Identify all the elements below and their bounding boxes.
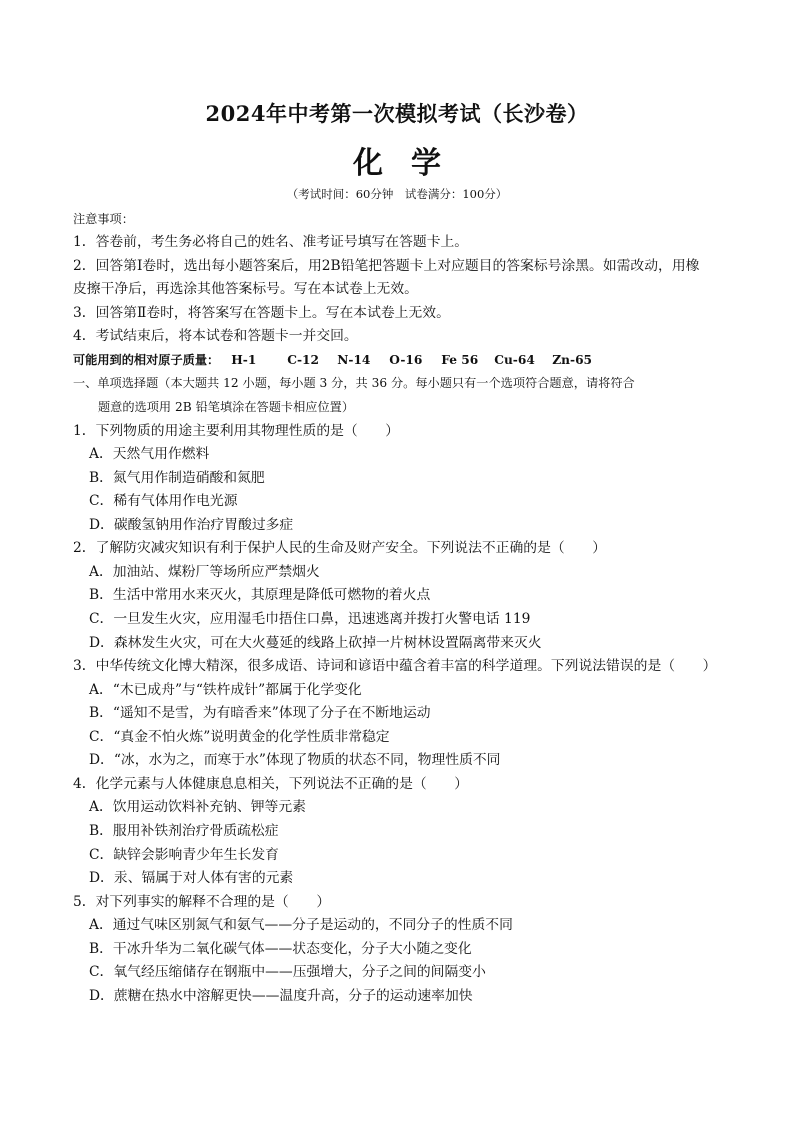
atomic-mass: H-1 (231, 353, 257, 367)
question-option: C．缺锌会影响青少年生长发育 (89, 847, 279, 863)
question-stem: 4．化学元素与人体健康息息相关，下列说法不正确的是（ ） (73, 776, 469, 792)
question-option: A．加油站、煤粉厂等场所应严禁烟火 (89, 564, 320, 580)
atomic-masses (73, 351, 733, 369)
question-option: A．“木已成舟”与“铁杵成针”都属于化学变化 (89, 682, 362, 698)
question-option: C．氧气经压缩储存在钢瓶中——压强增大，分子之间的间隔变小 (89, 964, 486, 980)
subject-title: 化学 (353, 146, 469, 181)
question-option: C．稀有气体用作电光源 (89, 493, 238, 509)
question-option: A．饮用运动饮料补充钠、钾等元素 (89, 799, 306, 815)
question-option: B．服用补铁剂治疗骨质疏松症 (89, 823, 279, 839)
atomic-mass: C-12 (287, 353, 319, 367)
section-heading: 一、单项选择题（本大题共 12 小题，每小题 3 分，共 36 分。每小题只有一个选项符合题意，请将符合 (73, 376, 635, 390)
page-title: 2024年中考第一次模拟考试（长沙卷） (205, 101, 589, 126)
note-item: 4．考试结束后，将本试卷和答题卡一并交回。 (73, 328, 358, 344)
atomic-mass: O-16 (389, 353, 423, 367)
atomic-mass: Fe 56 (441, 353, 479, 367)
question-option: B．“遥知不是雪，为有暗香来”体现了分子在不断地运动 (89, 705, 431, 721)
notes-heading: 注意事项： (73, 212, 134, 226)
question-option: D．汞、镉属于对人体有害的元素 (89, 870, 294, 886)
question-option: D．蔗糖在热水中溶解更快——温度升高，分子的运动速率加快 (89, 988, 473, 1004)
atomic-mass: Cu-64 (494, 353, 535, 367)
note-item: 皮擦干净后，再选涂其他答案标号。写在本试卷上无效。 (73, 281, 418, 297)
question-option: B．氮气用作制造硝酸和氮肥 (89, 470, 265, 486)
question-option: C．“真金不怕火炼”说明黄金的化学性质非常稳定 (89, 729, 390, 745)
question-option: B．干冰升华为二氧化碳气体——状态变化，分子大小随之变化 (89, 941, 472, 957)
atomic-mass: Zn-65 (552, 353, 593, 367)
question-option: D．森林发生火灾，可在大火蔓延的线路上砍掉一片树林设置隔离带来灭火 (89, 635, 542, 651)
question-option: B．生活中常用水来灭火，其原理是降低可燃物的着火点 (89, 587, 431, 603)
atomic-mass: N-14 (337, 353, 371, 367)
note-item: 3．回答第Ⅱ卷时，将答案写在答题卡上。写在本试卷上无效。 (73, 305, 450, 321)
question-stem: 2．了解防灾减灾知识有利于保护人民的生命及财产安全。下列说法不正确的是（ ） (73, 540, 607, 556)
question-stem: 5．对下列事实的解释不合理的是（ ） (73, 894, 331, 910)
question-stem: 1．下列物质的用途主要利用其物理性质的是（ ） (73, 423, 400, 439)
question-option: C．一旦发生火灾，应用湿毛巾捂住口鼻，迅速逃离并拨打火警电话 119 (89, 611, 531, 627)
note-item: 2．回答第Ⅰ卷时，选出每小题答案后，用2B铅笔把答题卡上对应题目的答案标号涂黑。如需改动，用橡 (73, 258, 700, 274)
section-heading-cont: 题意的选项用 2B 铅笔填涂在答题卡相应位置） (98, 400, 355, 414)
question-option: A．通过气味区别氮气和氨气——分子是运动的，不同分子的性质不同 (89, 917, 513, 933)
question-option: A．天然气用作燃料 (89, 446, 210, 462)
question-stem: 3．中华传统文化博大精深，很多成语、诗词和谚语中蕴含着丰富的科学道理。下列说法错误的是（ ） (73, 658, 717, 674)
note-item: 1．答卷前，考生务必将自己的姓名、准考证号填写在答题卡上。 (73, 234, 469, 250)
atomic-masses-label: 可能用到的相对原子质量： (73, 353, 220, 367)
question-option: D．“冰，水为之，而寒于水”体现了物质的状态不同，物理性质不同 (89, 752, 501, 768)
question-option: D．碳酸氢钠用作治疗胃酸过多症 (89, 517, 294, 533)
exam-meta: （考试时间：60分钟 试卷满分：100分） (286, 187, 508, 201)
